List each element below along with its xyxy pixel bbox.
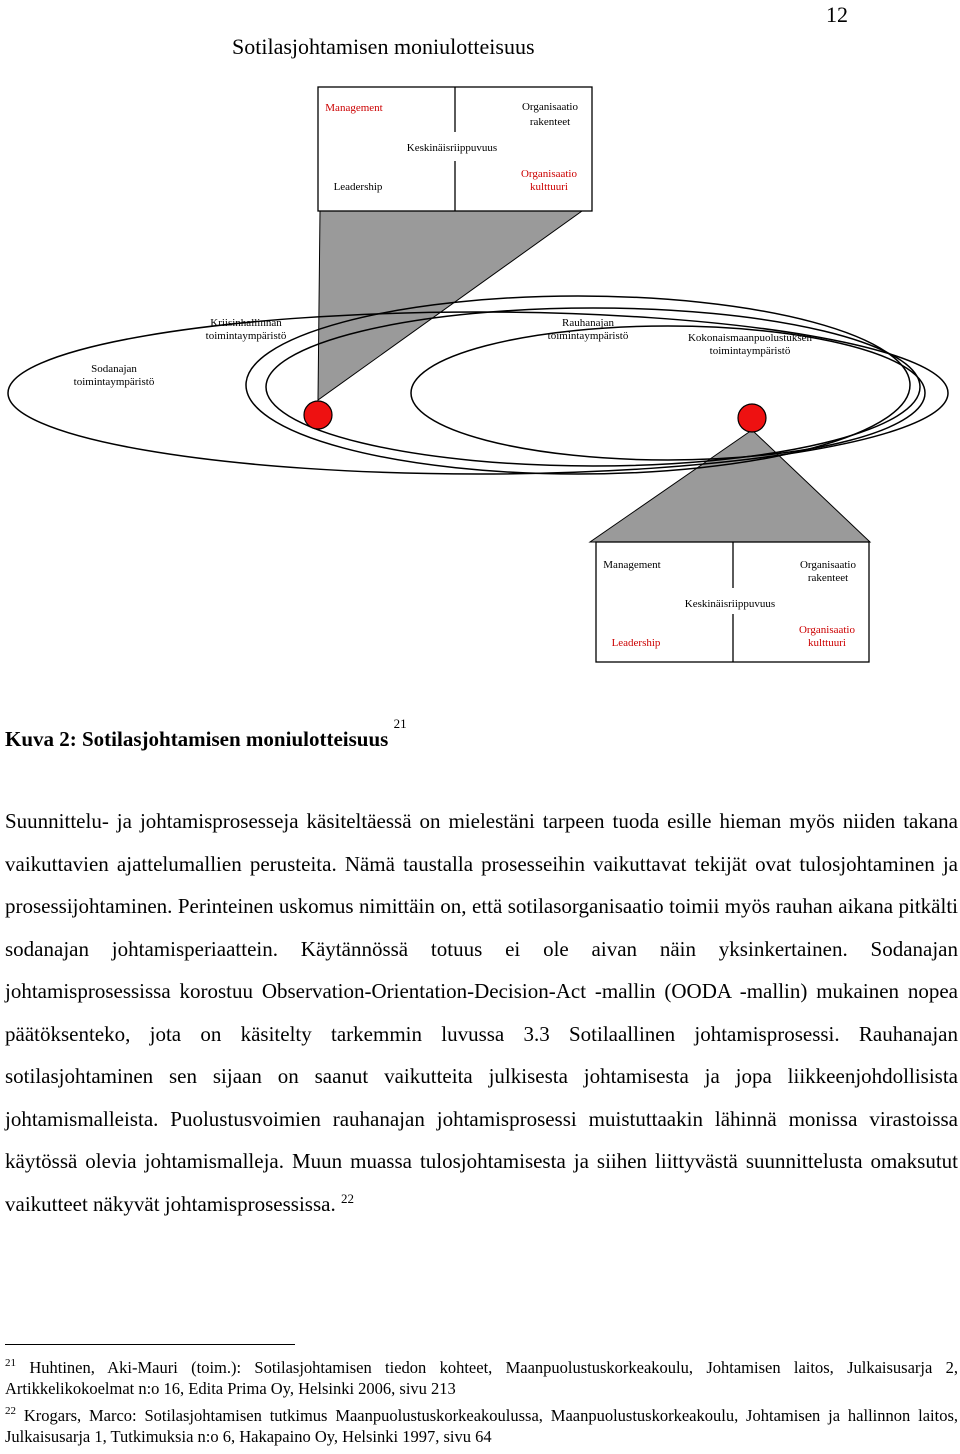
page-number: 12 [826, 2, 848, 27]
bottom-red-marker [738, 404, 766, 432]
bottom-leadership-label: Leadership [611, 637, 661, 649]
bottom-keskinaisriippuvuus-label: Keskinäisriippuvuus [684, 598, 776, 610]
footnote-22 [5, 1405, 958, 1447]
paragraph-footnote-ref: 22 [340, 1190, 354, 1206]
top-management-label: Management [325, 102, 383, 114]
bottom-quadrant-box [596, 542, 869, 662]
footnote-21 [5, 1357, 958, 1399]
top-leadership-label: Leadership [333, 181, 383, 193]
top-rakenteet-label-2: rakenteet [529, 116, 571, 128]
sodanajan-label-2: toimintaympäristö [73, 376, 155, 388]
body-paragraph [5, 800, 958, 1225]
top-kulttuuri-label-1: Organisaatio [520, 168, 578, 180]
footnote-22-number: 22 [5, 1405, 16, 1417]
bottom-kulttuuri-label-1: Organisaatio [798, 624, 856, 636]
footnote-separator [5, 1344, 295, 1345]
bottom-rakenteet-label-2: rakenteet [807, 572, 849, 584]
top-connector-triangle [318, 211, 582, 400]
sodanajan-label-1: Sodanajan [91, 363, 137, 375]
paragraph-text: Suunnittelu- ja johtamisprosesseja käsiteltäessä on mielestäni tarpeen tuoda esille hieman myös niiden takana vaikuttavien ajattelumallien perusteita. Nämä taustalla prosesseihin vaikuttavat tekijät ovat tulosjohtaminen ja prosessijohtaminen. Perinteinen uskomus nimittäin on, että sotilasorganisaatio toimii myös rauhan aikana pitkälti sodanajan johtamisperiaattein. Käytännössä totuus ei ole aivan näin yksinkertainen. Sodanajan johtamisprosessissa korostuu Observation-Orientation-Decision-Act -mallin (OODA -mallin) mukainen nopea päätöksenteko, jota on käsitelty tarkemmin luvussa 3.3 Sotilaallinen johtamisprosessi. Rauhanajan sotilasjohtaminen sen sijaan on saanut vaikutteita julkisesta johtamisesta ja jopa liikkeenjohdollisista johtamismalleista. Puolustusvoimien rauhanajan johtamisprosessi muistuttaakin lähinnä monissa virastoissa käytössä olevia johtamismalleja. Muun muassa tulosjohtamisesta ja siihen liittyvästä suunnittelusta omaksutut vaikutteet näkyvät johtamisprosessissa. [5, 809, 958, 1216]
bottom-management-label: Management [603, 559, 661, 571]
caption-text: Kuva 2: Sotilasjohtamisen moniulotteisuus [5, 727, 394, 751]
top-red-marker [304, 401, 332, 429]
footnote-22-text: Krogars, Marco: Sotilasjohtamisen tutkimus Maanpuolustuskorkeakoulussa, Maanpuolustuskorkeakoulu, Johtamisen ja hallinnon laitos, Julkaisusarja 1, Tutkimuksia n:o 6, Hakapaino Oy, Helsinki 1997, sivu 64 [5, 1406, 958, 1446]
kokonaismaanpuolustuksen-label-1: Kokonaismaanpuolustuksen [687, 332, 813, 344]
rauhanajan-label-1: Rauhanajan [562, 317, 614, 329]
kriisinhallinnan-label-1: Kriisinhallinnan [210, 317, 282, 329]
top-keskinaisriippuvuus-label: Keskinäisriippuvuus [406, 142, 498, 154]
top-kulttuuri-label-2: kulttuuri [530, 181, 568, 193]
footnote-21-text: Huhtinen, Aki-Mauri (toim.): Sotilasjohtamisen tiedon kohteet, Maanpuolustuskorkeakoulu, Johtamisen laitos, Julkaisusarja 2, Artikkelikokoelmat n:o 16, Edita Prima Oy, Helsinki 2006, sivu 213 [5, 1358, 958, 1398]
multidimensional-leadership-diagram [0, 80, 960, 680]
figure-caption [5, 716, 407, 752]
caption-footnote-ref: 21 [393, 716, 407, 731]
ellipse-kokonaismaanpuolustuksen [411, 326, 925, 460]
kokonaismaanpuolustuksen-label-2: toimintaympäristö [709, 345, 791, 357]
rauhanajan-label-2: toimintaympäristö [547, 330, 629, 342]
top-rakenteet-label-1: Organisaatio [521, 101, 579, 113]
bottom-rakenteet-label-1: Organisaatio [799, 559, 857, 571]
running-title: Sotilasjohtamisen moniulotteisuus [232, 34, 535, 59]
top-quadrant-box [318, 87, 592, 211]
footnote-21-number: 21 [5, 1357, 16, 1369]
kriisinhallinnan-label-2: toimintaympäristö [205, 330, 287, 342]
bottom-kulttuuri-label-2: kulttuuri [808, 637, 846, 649]
